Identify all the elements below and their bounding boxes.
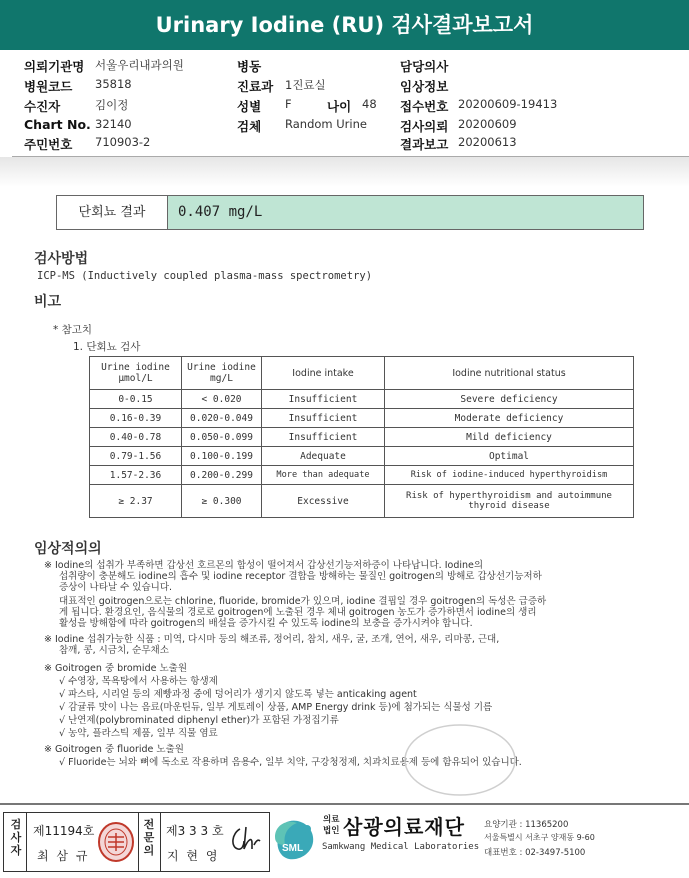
clinical-line: √ 파스타, 시리얼 등의 제빵과정 중에 덩어리가 생기지 않도록 넣는 anticaking agent [59,689,417,700]
table-cell: ≥ 0.300 [182,485,262,518]
table-row [90,428,634,447]
table-cell: 0.100-0.199 [182,447,262,466]
logo-text: SML [282,843,304,854]
table-cell: 0.200-0.299 [182,466,262,485]
table-cell: More than adequate [262,466,385,485]
patient-info-grid [0,50,689,156]
table-cell: < 0.020 [182,390,262,409]
sig-divider [26,813,27,871]
clinical-line: √ 감귤류 맛이 나는 음료(마운틴듀, 일부 게토레이 상품, AMP Energy drink 등)에 첨가되는 식물성 기름 [59,702,493,713]
value-report-date: 20200613 [458,135,517,149]
value-receipt-no: 20200609-19413 [458,97,558,111]
specialist-license: 제3 3 3 호 [166,824,224,838]
sml-logo-icon [271,815,321,865]
result-label: 단회뇨 결과 [57,196,168,229]
table-cell: Insufficient [262,390,385,409]
clinical-line: √ 농약, 플라스틱 제품, 일부 직물 염료 [59,728,218,739]
method-heading: 검사방법 [34,251,89,267]
table-cell: Insufficient [262,428,385,447]
table-row [90,447,634,466]
result-box [56,195,644,230]
inspector-name: 최 삼 규 [37,849,90,863]
label-doctor: 담당의사 [400,59,449,74]
table-row [90,485,634,518]
header-mgl-line1: Urine iodine [187,362,256,373]
table-cell: 0-0.15 [90,390,182,409]
clinical-heading: 임상적의의 [34,541,102,557]
clinical-line: 섭취량이 충분해도 iodine의 흡수 및 iodine receptor 결합을 방해하는 물질인 goitrogen의 방해로 갑상선기능저하 [59,571,542,582]
label-specimen: 검체 [237,119,262,134]
label-request-date: 검사의뢰 [400,119,449,134]
clinical-line: 참깨, 콩, 시금치, 순무채소 [59,645,169,656]
value-sex: F [285,97,292,111]
clinical-paragraph-2 [44,634,684,656]
label-receipt-no: 접수번호 [400,99,449,114]
table-cell: 0.050-0.099 [182,428,262,447]
org-english: Samkwang Medical Laboratories [322,842,480,852]
table-cell: Severe deficiency [385,390,634,409]
header-umol-line1: Urine iodine [101,362,170,373]
table-row [90,390,634,409]
table-row [90,466,634,485]
value-hospital-code: 35818 [95,77,132,91]
inspector-seal-icon [96,821,136,863]
specialist-role: 전문의 [143,818,155,857]
label-sex: 성별 [237,99,262,114]
value-specimen: Random Urine [285,117,367,131]
label-report-date: 결과보고 [400,137,449,152]
handwritten-signature [226,823,264,855]
table-cell: Adequate [262,447,385,466]
org-phone: 대표번호 : 02-3497-5100 [484,848,586,858]
inspector-role: 검사자 [10,818,22,857]
clinical-line: ※ Iodine의 섭취가 부족하면 갑상선 호르몬의 합성이 떨어져서 갑상선기능저하증이 나타납니다. Iodine의 [44,560,484,571]
header-status: Iodine nutritional status [385,357,634,390]
label-requester: 의뢰기관명 [24,59,85,74]
org-code: 요양기관 : 11365200 [484,820,569,830]
org-name: 삼광의료재단 [343,815,465,839]
table-cell: 1.57-2.36 [90,466,182,485]
label-age: 나이 [327,99,352,114]
value-requester: 서울우리내과의원 [95,58,184,72]
value-resident-no: 710903-2 [95,135,151,149]
table-cell: Mild deficiency [385,428,634,447]
table-cell: Moderate deficiency [385,409,634,428]
table-cell: 0.40-0.78 [90,428,182,447]
status-line2: thyroid disease [468,501,550,511]
section-shadow [0,157,689,187]
org-prefix: 의료법인 [323,815,340,836]
clinical-paragraph-4 [44,743,684,769]
label-department: 진료과 [237,79,274,94]
clinical-line: ※ Iodine 섭취가능한 식품 : 미역, 다시마 등의 해조류, 정어리, 참치, 새우, 굴, 조개, 연어, 새우, 리마콩, 근대, [44,634,500,645]
clinical-line: 게 됩니다. 환경요인, 음식물의 경로로 goitrogen에 노출된 경우 체내 goitrogen 농도가 증가하면서 iodine의 생리 [59,607,537,618]
result-value: 0.407 mg/L [168,196,643,229]
status-line1: Risk of hyperthyroidism and autoimmune [406,491,612,501]
table-cell: ≥ 2.37 [90,485,182,518]
clinical-line: 활성을 방해함에 따라 goitrogen의 배설을 증가시킬 수 있도록 iodine의 보충을 증가시켜야 합니다. [59,618,473,629]
inspector-license: 제11194호 [33,824,95,838]
clinical-line: 대표적인 goitrogen으로는 chlorine, fluoride, bromide가 있으며, iodine 결핍일 경우 goitrogen의 독성은 급증하 [59,596,547,607]
table-cell: 0.16-0.39 [90,409,182,428]
table-row [90,409,634,428]
clinical-line: ※ Goitrogen 중 bromide 노출원 [44,663,187,674]
org-address: 서울특별시 서초구 양재동 9-60 [484,833,595,842]
table-cell [385,485,634,518]
value-department: 1진료실 [285,78,326,92]
label-ward: 병동 [237,59,262,74]
signature-box [3,812,270,872]
table-cell: Excessive [262,485,385,518]
table-header-row [90,357,634,390]
value-patient: 김이정 [95,98,129,112]
header-intake: Iodine intake [262,357,385,390]
table-cell: Risk of iodine-induced hyperthyroidism [385,466,634,485]
value-age: 48 [362,97,377,111]
header-umol [90,357,182,390]
reference-subtitle: 1. 단회뇨 검사 [73,341,141,353]
clinical-paragraph-3 [44,662,684,740]
footer-divider [0,803,689,805]
table-cell: Optimal [385,447,634,466]
reference-table [89,356,634,518]
value-chart-no: 32140 [95,117,132,131]
header-mgl-line2: mg/L [210,373,233,384]
label-chart-no: Chart No. [24,117,91,132]
value-request-date: 20200609 [458,117,517,131]
specialist-name: 지 현 영 [167,849,220,863]
clinical-line: √ 난연제(polybrominated diphenyl ether)가 포함된 가정집기류 [59,715,339,726]
clinical-line: √ 수영장, 목욕탕에서 사용하는 항생제 [59,676,218,687]
header-mgl [182,357,262,390]
reference-title: * 참고치 [53,324,93,336]
label-hospital-code: 병원코드 [24,79,73,94]
label-resident-no: 주민번호 [24,137,73,152]
report-title: Urinary Iodine (RU) 검사결과보고서 [0,0,689,50]
remarks-heading: 비고 [34,294,62,310]
clinical-line: ※ Goitrogen 중 fluoride 노출원 [44,744,184,755]
table-cell: 0.79-1.56 [90,447,182,466]
clinical-line: √ Fluoride는 뇌와 뼈에 독소로 작용하며 음용수, 일부 치약, 구강청정제, 치과치료용제 등에 함유되어 있습니다. [59,757,522,768]
sig-divider [160,813,161,871]
table-cell: 0.020-0.049 [182,409,262,428]
label-clinical-info: 임상정보 [400,79,449,94]
watermark-stamp [400,720,520,800]
header-umol-line2: μmol/L [118,373,153,384]
clinical-paragraph-1 [44,560,684,629]
method-text: ICP-MS (Inductively coupled plasma-mass spectrometry) [37,270,373,282]
table-cell: Insufficient [262,409,385,428]
clinical-line: 증상이 나타날 수 있습니다. [59,582,173,593]
label-patient: 수진자 [24,99,61,114]
